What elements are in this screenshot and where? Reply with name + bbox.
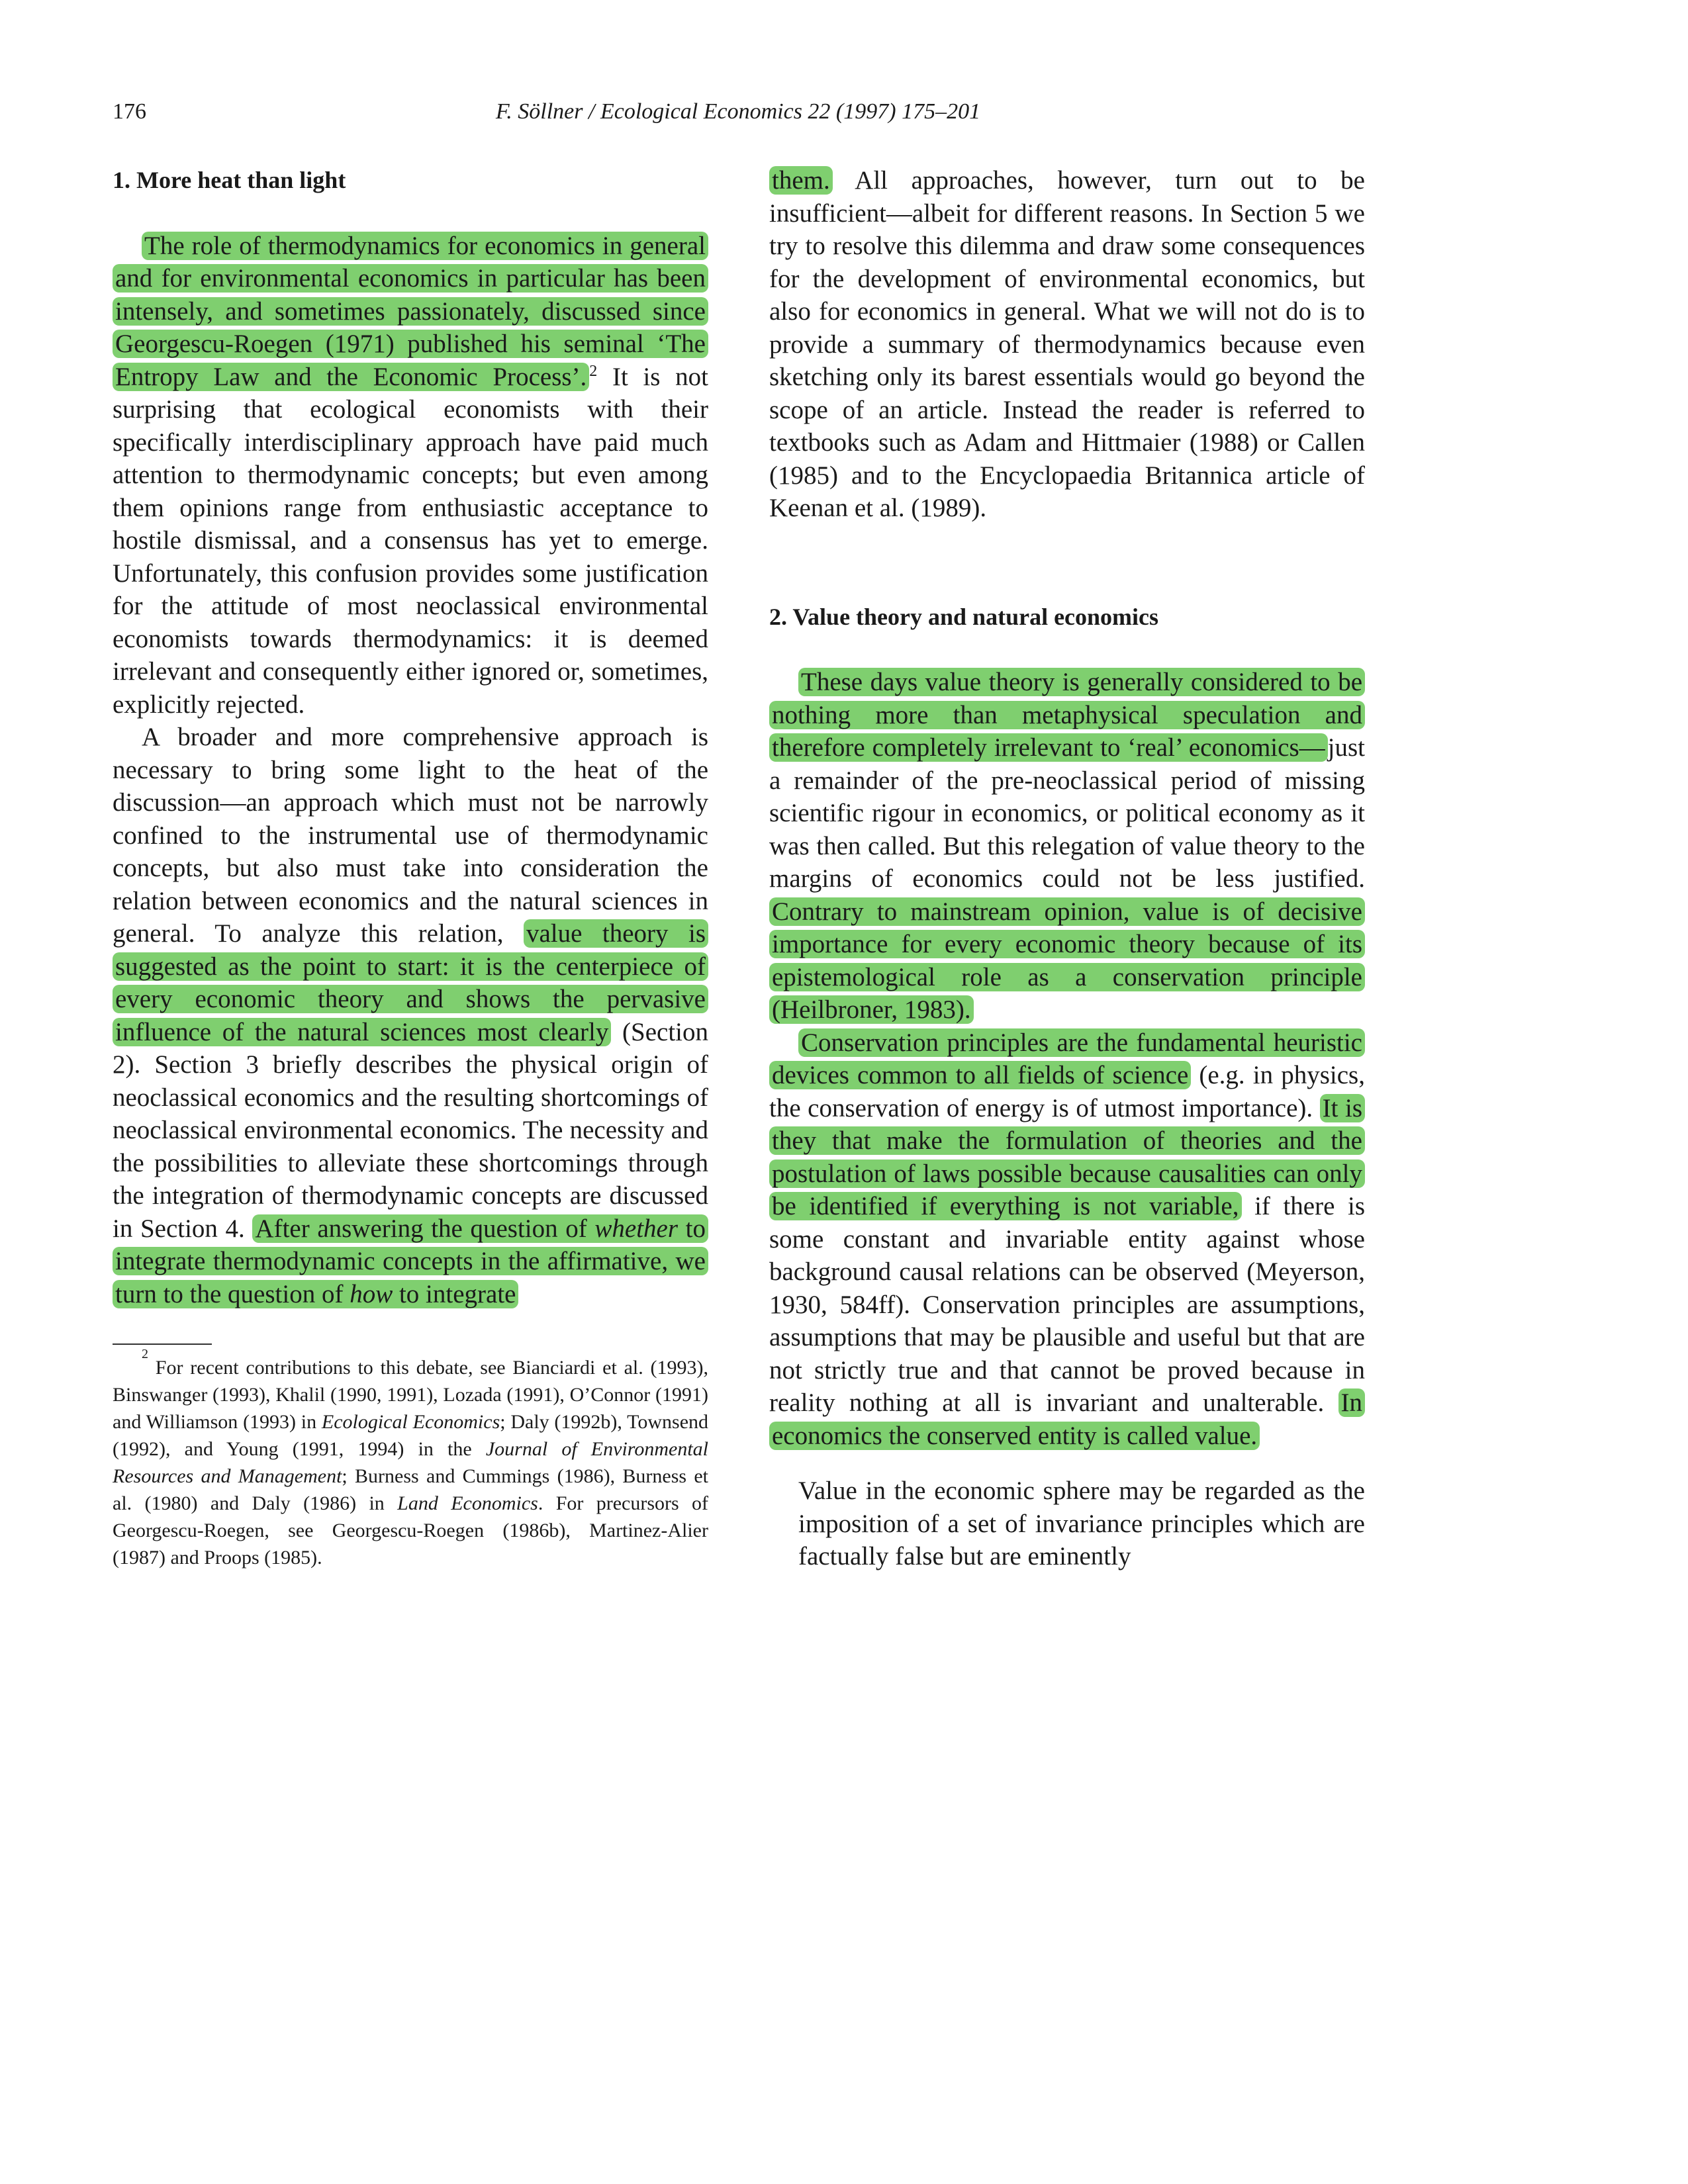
right-column <box>769 164 1365 1573</box>
page-number: 176 <box>113 99 146 124</box>
highlight: In economics the conserved entity is called value. <box>769 1388 1365 1450</box>
quote-text: Value in the economic sphere may be regarded as the imposition of a set of invariance principles which are factually false but are eminently <box>798 1477 1365 1570</box>
paragraph-text: if there is some constant and invariable entity against whose background causal relations can be observed (Meyerson, 1930, 584ff). Conservation principles are assumptions, assumptions that may be plausible and useful but that are not strictly true and that cannot be proved because in reality nothing at all is invariant and unalterable. <box>769 1192 1366 1417</box>
page-header <box>113 99 1364 132</box>
highlight-text: to integrate thermodynamic concepts in the affirmative, we turn to the question of <box>115 1214 706 1308</box>
highlight-text: to integrate <box>393 1279 516 1308</box>
footnote-number: 2 <box>142 1347 148 1361</box>
block-quote <box>769 1475 1365 1573</box>
italic-word: whether <box>594 1214 679 1243</box>
highlight-text: After answering the question of <box>255 1214 595 1243</box>
paragraph-continued <box>769 164 1365 525</box>
paragraph-text: (e.g. in physics, the conservation of energy is of utmost importance). <box>769 1061 1365 1122</box>
paragraph-text: just a remainder of the pre-neoclassical period of missing scientific rigour in economics, or political economy as it was then called. But this relegation of value theory to the margins of economics could not be less justified. <box>769 733 1365 893</box>
footnote-italic: Journal of Environmental Resources and Management <box>113 1438 708 1487</box>
footnote-ref[interactable]: 2 <box>589 362 598 380</box>
running-head: F. Söllner / Ecological Economics 22 (1997) 175–201 <box>495 99 981 124</box>
paragraph-value-theory <box>769 666 1365 1026</box>
footnote-text: ; Burness and Cummings (1986), Burness et al. (1980) and Daly (1986) in <box>113 1465 708 1514</box>
highlight: Contrary to mainstream opinion, value is of decisive importance for every economic theory because of its epistemological role as a conservation principle (Heilbroner, 1983). <box>769 897 1365 1024</box>
footnote-italic: Land Economics <box>397 1492 538 1514</box>
italic-word: how <box>350 1279 393 1308</box>
footnote-italic: Ecological Economics <box>321 1411 500 1433</box>
left-column <box>113 164 708 1571</box>
footnote-text: . For precursors of Georgescu-Roegen, see Georgescu-Roegen (1986b), Martinez-Alier (1987) and Proops (1985). <box>113 1492 709 1569</box>
section-title-1: 1. More heat than light <box>113 167 346 193</box>
paragraph-intro <box>113 230 708 721</box>
highlight: value theory is suggested as the point to start: it is the centerpiece of every economic theory and shows the pervasive influence of the natural sciences most clearly <box>113 919 708 1046</box>
footnote-text: For recent contributions to this debate, see Bianciardi et al. (1993), Binswanger (1993), Khalil (1990, 1991), Lozada (1991), O’Connor (1991) and Williamson (1993) in <box>113 1357 708 1433</box>
highlight: them. <box>769 166 833 195</box>
paragraph-text: It is not surprising that ecological economists with their specifically interdisciplinary approach have paid much attention to thermodynamic concepts; but even among them opinions range from enthusiastic acceptance to hostile dismissal, and a consensus has yet to emerge. Unfortunately, this confusion provides some justification for the attitude of most neoclassical environmental economists towards thermodynamics: it is deemed irrelevant and consequently either ignored or, sometimes, explicitly rejected. <box>113 362 709 719</box>
paragraph-approach <box>113 721 708 1310</box>
highlight: These days value theory is generally considered to be nothing more than metaphysical speculation and therefore completely irrelevant to ‘real’ economics— <box>769 668 1365 762</box>
highlight: The role of thermodynamics for economics in general and for environmental economics in particular has been intensely, and sometimes passionately, discussed since Georgescu-Roegen (1971) published his seminal ‘The Entropy Law and the Economic Process’. <box>113 232 708 391</box>
section-title-2: 2. Value theory and natural economics <box>769 603 1159 630</box>
paragraph-conservation <box>769 1026 1365 1453</box>
section-spacer <box>769 525 1365 601</box>
highlight: It is they that make the formulation of theories and the postulation of laws possible because causalities can only be identified if everything is not variable, <box>769 1094 1365 1221</box>
paragraph-text: (Section 2). Section 3 briefly describes the physical origin of neoclassical economics and the resulting shortcomings of neoclassical environmental economics. The necessity and the possibilities to alleviate these shortcomings through the integration of thermodynamic concepts are discussed in Section 4. <box>113 1017 708 1243</box>
footnote <box>113 1347 709 1571</box>
footnote-divider <box>113 1343 212 1345</box>
paragraph-text: A broader and more comprehensive approach is necessary to bring some light to the heat of the discussion—an approach which must not be narrowly confined to the instrumental use of thermodynamic concepts, but also must take into consideration the relation between economics and the natural sciences in general. To analyze this relation, <box>113 723 708 948</box>
paragraph-text: All approaches, however, turn out to be insufficient—albeit for different reasons. In Section 5 we try to resolve this dilemma and draw some consequences for the development of environmental economics, but also for economics in general. What we will not do is to provide a summary of thermodynamics because even sketching only its barest essentials would go beyond the scope of an article. Instead the reader is referred to textbooks such as Adam and Hittmaier (1988) or Callen (1985) and to the Encyclopaedia Britannica article of Keenan et al. (1989). <box>769 166 1365 522</box>
footnote-text: ; Daly (1992b), Townsend (1992), and Young (1991, 1994) in the <box>113 1411 709 1460</box>
highlight: Conservation principles are the fundamental heuristic devices common to all fields of science <box>769 1028 1365 1090</box>
